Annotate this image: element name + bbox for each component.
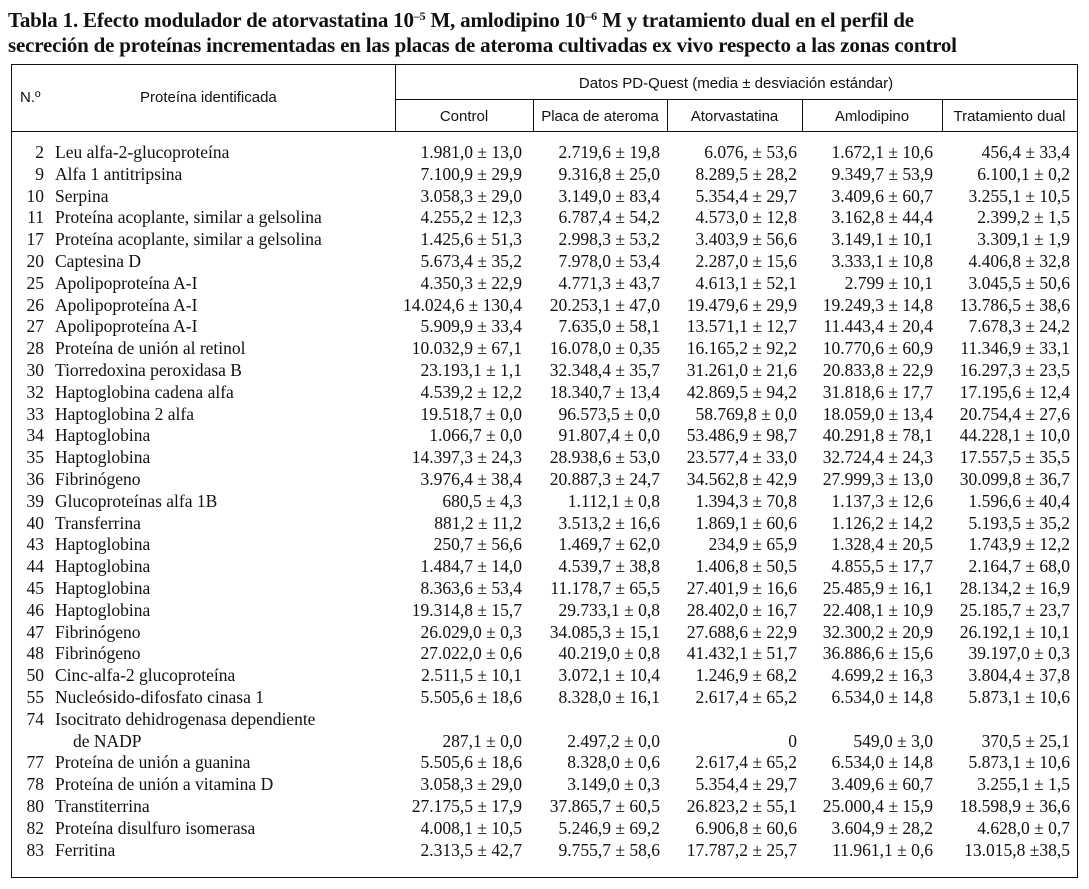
row-value: 4.699,2 ± 16,3 [831,665,933,686]
table-row [12,295,1077,317]
row-protein-name: Transtiterrina [55,795,150,816]
row-number: 10 [26,185,44,206]
table-row [12,404,1077,426]
row-number: 36 [26,468,44,489]
row-value: 1.394,3 ± 70,8 [695,490,797,511]
row-number: 83 [26,839,44,860]
row-value: 1.869,1 ± 60,6 [695,512,797,533]
row-value: 8.363,6 ± 53,4 [420,577,522,598]
row-value: 34.562,8 ± 42,9 [686,468,797,489]
row-protein-name: Apolipoproteína A-I [55,294,198,315]
row-protein-name: Proteína de unión al retinol [55,338,246,359]
row-value: 2.719,6 ± 19,8 [558,142,660,162]
row-value: 3.333,1 ± 10,8 [831,250,933,271]
row-value: 19.314,8 ± 15,7 [411,599,522,620]
table-row [12,774,1077,796]
row-value: 25.185,7 ± 23,7 [959,599,1070,620]
row-protein-name: Haptoglobina cadena alfa [55,381,234,402]
table-row [12,578,1077,600]
row-protein-name: Haptoglobina 2 alfa [55,403,194,424]
row-value: 7.635,0 ± 58,1 [558,316,660,337]
table-row [12,818,1077,840]
rule-h-header [12,131,1077,132]
table-row [12,796,1077,818]
row-number: 50 [26,665,44,686]
table-row [12,229,1077,251]
table-row [12,273,1077,295]
table-row [12,687,1077,709]
row-value: 1.484,7 ± 14,0 [420,556,522,577]
row-value: 13.015,8 ±38,5 [964,839,1070,860]
row-number: 46 [26,599,44,620]
row-protein-name: Proteína de unión a vitamina D [55,774,274,795]
row-value: 2.287,0 ± 15,6 [695,250,797,271]
row-value: 9.349,7 ± 53,9 [831,163,933,184]
row-value: 3.072,1 ± 10,4 [558,665,660,686]
row-value: 42.869,5 ± 94,2 [686,381,797,402]
row-value: 5.193,5 ± 35,2 [968,512,1070,533]
row-value: 3.058,3 ± 29,0 [420,185,522,206]
row-value: 370,5 ± 25,1 [981,730,1070,751]
row-value: 1.425,6 ± 51,3 [420,229,522,250]
row-value: 25.485,9 ± 16,1 [822,577,933,598]
row-value: 26.029,0 ± 0,3 [420,621,522,642]
row-value: 3.045,5 ± 50,6 [968,272,1070,293]
row-value: 8.328,0 ± 16,1 [558,686,660,707]
row-value: 1.126,2 ± 14,2 [831,512,933,533]
row-value: 18.598,9 ± 36,6 [959,795,1070,816]
row-protein-name: Serpina [55,185,109,206]
row-value: 3.513,2 ± 16,6 [558,512,660,533]
table-row [12,491,1077,513]
table-body [12,142,1077,861]
row-protein-name: Ferritina [55,839,116,860]
row-value: 10.770,6 ± 60,9 [822,338,933,359]
row-value: 8.289,5 ± 28,2 [695,163,797,184]
row-number: 39 [26,490,44,511]
row-value: 7.978,0 ± 53,4 [558,250,660,271]
row-value: 37.865,7 ± 60,5 [549,795,660,816]
row-number: 28 [26,338,44,359]
table-title [8,8,1083,58]
header-col-control: Control [439,108,489,125]
row-protein-name: Apolipoproteína A-I [55,316,198,337]
row-value: 28.134,2 ± 16,9 [959,577,1070,598]
row-value: 1.596,6 ± 40,4 [968,490,1070,511]
row-value: 2.617,4 ± 65,2 [695,752,797,773]
row-number: 40 [26,512,44,533]
row-number: 78 [26,774,44,795]
row-number: 74 [26,708,44,729]
row-value: 7.100,9 ± 29,9 [420,163,522,184]
row-protein-name: Haptoglobina [55,599,151,620]
row-value: 3.804,4 ± 37,8 [968,665,1070,686]
row-number: 47 [26,621,44,642]
row-value: 1.406,8 ± 50,5 [695,556,797,577]
row-value: 5.505,6 ± 18,6 [420,752,522,773]
table-row [12,622,1077,644]
header-col-amlodipino: Amlodipino [834,108,910,125]
row-value: 1.137,3 ± 12,6 [831,490,933,511]
row-value: 9.755,7 ± 58,6 [558,839,660,860]
row-number: 2 [35,142,44,162]
table-row [12,643,1077,665]
title-line-2: secreción de proteínas incrementadas en las placas de ateroma cultivadas ex vivo respecto a las zonas control [8,33,957,57]
row-value: 4.771,3 ± 43,7 [558,272,660,293]
row-value: 4.008,1 ± 10,5 [420,817,522,838]
row-value: 23.193,1 ± 1,1 [420,359,522,380]
row-number: 45 [26,577,44,598]
row-value: 31.261,0 ± 21,6 [686,359,797,380]
row-value: 2.164,7 ± 68,0 [968,556,1070,577]
row-value: 2.399,2 ± 1,5 [977,207,1070,228]
row-value: 1.112,1 ± 0,8 [567,490,660,511]
row-value: 58.769,8 ± 0,0 [695,403,797,424]
row-value: 96.573,5 ± 0,0 [558,403,660,424]
row-value: 29.733,1 ± 0,8 [558,599,660,620]
row-value: 4.539,2 ± 12,2 [420,381,522,402]
row-value: 4.539,7 ± 38,8 [558,556,660,577]
row-protein-name: Haptoglobina [55,447,151,468]
table-row [12,469,1077,491]
row-value: 4.350,3 ± 22,9 [420,272,522,293]
row-value: 18.059,0 ± 13,4 [822,403,933,424]
row-value: 6.076, ± 53,6 [704,142,797,162]
table-row [12,142,1077,164]
row-protein-name: Captesina D [55,250,142,271]
table-row [12,382,1077,404]
row-protein-name: Haptoglobina [55,556,151,577]
row-value: 250,7 ± 56,6 [433,534,522,555]
table-row [12,316,1077,338]
row-protein-name: Isocitrato dehidrogenasa dependiente [55,708,316,729]
row-value: 18.340,7 ± 13,4 [549,381,660,402]
title-exponent-1: –5 [413,9,426,23]
row-value: 1.743,9 ± 12,2 [968,534,1070,555]
row-protein-name: Fibrinógeno [55,643,141,664]
row-value: 16.165,2 ± 92,2 [686,338,797,359]
row-value: 456,4 ± 33,4 [981,142,1070,162]
row-value: 4.406,8 ± 32,8 [968,250,1070,271]
row-value: 5.354,4 ± 29,7 [695,185,797,206]
row-value: 26.823,2 ± 55,1 [686,795,797,816]
row-value: 8.328,0 ± 0,6 [567,752,660,773]
row-value: 10.032,9 ± 67,1 [411,338,522,359]
row-value: 1.066,7 ± 0,0 [429,425,522,446]
table-row [12,186,1077,208]
rule-h-group [395,99,1077,100]
row-value: 91.807,4 ± 0,0 [558,425,660,446]
row-protein-name: Proteína acoplante, similar a gelsolina [55,229,322,250]
row-protein-name: Haptoglobina [55,577,151,598]
row-value: 26.192,1 ± 10,1 [959,621,1070,642]
table-row [12,840,1077,862]
row-value: 28.938,6 ± 53,0 [549,447,660,468]
row-protein-name: Cinc-alfa-2 glucoproteína [55,665,236,686]
row-value: 20.253,1 ± 47,0 [549,294,660,315]
row-value: 549,0 ± 3,0 [853,730,933,751]
row-value: 16.297,3 ± 23,5 [959,359,1070,380]
row-value: 1.469,7 ± 62,0 [558,534,660,555]
row-value: 5.354,4 ± 29,7 [695,774,797,795]
row-value: 5.873,1 ± 10,6 [968,752,1070,773]
row-protein-name: Haptoglobina [55,534,151,555]
row-protein-name: Transferrina [55,512,141,533]
row-value: 27.022,0 ± 0,6 [420,643,522,664]
row-number: 9 [35,163,44,184]
row-value: 27.688,6 ± 22,9 [686,621,797,642]
table-row [12,665,1077,687]
row-value: 19.479,6 ± 29,9 [686,294,797,315]
row-value: 1.246,9 ± 68,2 [695,665,797,686]
table-row [12,752,1077,774]
row-value: 25.000,4 ± 15,9 [822,795,933,816]
row-value: 4.628,0 ± 0,7 [977,817,1070,838]
row-value: 2.497,2 ± 0,0 [567,730,660,751]
row-value: 22.408,1 ± 10,9 [822,599,933,620]
row-protein-name: Alfa 1 antitripsina [55,163,183,184]
row-value: 2.799 ± 10,1 [844,272,933,293]
row-number: 48 [26,643,44,664]
row-value: 5.246,9 ± 69,2 [558,817,660,838]
row-protein-name: Proteína de unión a guanina [55,752,251,773]
row-value: 7.678,3 ± 24,2 [968,316,1070,337]
row-value: 41.432,1 ± 51,7 [686,643,797,664]
title-line-1: Tabla 1. Efecto modulador de atorvastatina $10^{-5}$ M, amlodipino $10^{-6}$ M y tratamiento dual en el perfil de [8,8,914,32]
row-value: 0 [788,730,797,751]
table-row [12,338,1077,360]
row-value: 1.981,0 ± 13,0 [420,142,522,162]
row-protein-name: Nucleósido-difosfato cinasa 1 [55,686,264,707]
row-value: 3.976,4 ± 38,4 [420,468,522,489]
row-value: 44.228,1 ± 10,0 [959,425,1070,446]
row-number: 25 [26,272,44,293]
table-row [12,513,1077,535]
table-row [12,556,1077,578]
row-value: 20.754,4 ± 27,6 [959,403,1070,424]
row-value: 11.178,7 ± 65,5 [550,577,660,598]
header-group: Datos PD-Quest (media ± desviación estándar) [578,75,894,92]
row-value: 6.906,8 ± 60,6 [695,817,797,838]
row-number: 35 [26,447,44,468]
row-protein-name: Tiorredoxina peroxidasa B [55,359,242,380]
row-value: 40.291,8 ± 78,1 [822,425,933,446]
row-number: 26 [26,294,44,315]
row-number: 32 [26,381,44,402]
row-number: 27 [26,316,44,337]
row-value: 680,5 ± 4,3 [442,490,522,511]
row-value: 14.024,6 ± 130,4 [403,294,522,315]
row-value: 287,1 ± 0,0 [442,730,522,751]
row-protein-name: Apolipoproteína A-I [55,272,198,293]
row-value: 17.557,5 ± 35,5 [959,447,1070,468]
row-value: 3.149,0 ± 83,4 [558,185,660,206]
row-value: 3.162,8 ± 44,4 [831,207,933,228]
row-value: 3.409,6 ± 60,7 [831,185,933,206]
table-row [12,534,1077,556]
row-value: 4.613,1 ± 52,1 [695,272,797,293]
row-protein-name: Haptoglobina [55,425,151,446]
row-value: 3.058,3 ± 29,0 [420,774,522,795]
table-row [12,447,1077,469]
row-value: 881,2 ± 11,2 [434,512,522,533]
row-value: 3.149,0 ± 0,3 [567,774,660,795]
row-value: 36.886,6 ± 15,6 [822,643,933,664]
row-value: 2.313,5 ± 42,7 [420,839,522,860]
row-value: 19.518,7 ± 0,0 [420,403,522,424]
table-row [12,164,1077,186]
row-value: 5.873,1 ± 10,6 [968,686,1070,707]
row-value: 32.348,4 ± 35,7 [549,359,660,380]
row-value: 6.534,0 ± 14,8 [831,752,933,773]
row-value: 9.316,8 ± 25,0 [558,163,660,184]
table-row [12,425,1077,447]
row-value: 28.402,0 ± 16,7 [686,599,797,620]
row-value: 34.085,3 ± 15,1 [549,621,660,642]
row-value: 23.577,4 ± 33,0 [686,447,797,468]
row-value: 1.672,1 ± 10,6 [831,142,933,162]
row-number: 77 [26,752,44,773]
row-value: 17.195,6 ± 12,4 [959,381,1070,402]
row-value: 3.255,1 ± 10,5 [968,185,1070,206]
table-row [12,207,1077,229]
row-value: 5.505,6 ± 18,6 [420,686,522,707]
row-value: 16.078,0 ± 0,35 [549,338,660,359]
row-value: 3.255,1 ± 1,5 [977,774,1070,795]
header-number: N.º [20,89,41,106]
row-value: 30.099,8 ± 36,7 [959,468,1070,489]
row-number: 33 [26,403,44,424]
row-number: 34 [26,425,44,446]
row-number: 44 [26,556,44,577]
row-protein-name-cont: de NADP [73,730,142,751]
row-value: 19.249,3 ± 14,8 [822,294,933,315]
row-value: 3.309,1 ± 1,9 [977,229,1070,250]
row-value: 13.571,1 ± 12,7 [686,316,797,337]
row-number: 20 [26,250,44,271]
row-value: 3.149,1 ± 10,1 [831,229,933,250]
header-col-placa: Placa de ateroma [541,108,659,125]
header-col-dual: Tratamiento dual [953,108,1066,125]
row-value: 4.855,5 ± 17,7 [831,556,933,577]
row-value: 31.818,6 ± 17,7 [822,381,933,402]
table-row [12,709,1077,753]
row-value: 234,9 ± 65,9 [708,534,797,555]
row-number: 43 [26,534,44,555]
row-value: 1.328,4 ± 20,5 [831,534,933,555]
row-value: 3.403,9 ± 56,6 [695,229,797,250]
row-value: 2.511,5 ± 10,1 [421,665,522,686]
row-protein-name: Leu alfa-2-glucoproteína [55,142,230,162]
row-protein-name: Glucoproteínas alfa 1B [55,490,218,511]
row-value: 11.443,4 ± 20,4 [823,316,933,337]
row-value: 14.397,3 ± 24,3 [411,447,522,468]
row-value: 39.197,0 ± 0,3 [968,643,1070,664]
row-value: 27.999,3 ± 13,0 [822,468,933,489]
row-value: 11.961,1 ± 0,6 [832,839,933,860]
row-value: 32.724,4 ± 24,3 [822,447,933,468]
row-value: 6.534,0 ± 14,8 [831,686,933,707]
row-value: 4.573,0 ± 12,8 [695,207,797,228]
row-value: 27.401,9 ± 16,6 [686,577,797,598]
row-value: 6.100,1 ± 0,2 [977,163,1070,184]
row-value: 5.673,4 ± 35,2 [420,250,522,271]
table-row [12,600,1077,622]
row-number: 82 [26,817,44,838]
row-value: 3.604,9 ± 28,2 [831,817,933,838]
row-value: 3.409,6 ± 60,7 [831,774,933,795]
row-value: 17.787,2 ± 25,7 [686,839,797,860]
row-value: 27.175,5 ± 17,9 [411,795,522,816]
row-value: 2.998,3 ± 53,2 [558,229,660,250]
row-number: 80 [26,795,44,816]
row-value: 13.786,5 ± 38,6 [959,294,1070,315]
table-row [12,360,1077,382]
row-value: 53.486,9 ± 98,7 [686,425,797,446]
row-number: 55 [26,686,44,707]
row-protein-name: Proteína disulfuro isomerasa [55,817,256,838]
row-value: 4.255,2 ± 12,3 [420,207,522,228]
row-value: 6.787,4 ± 54,2 [558,207,660,228]
row-number: 30 [26,359,44,380]
row-number: 17 [26,229,44,250]
row-number: 11 [27,207,44,228]
row-value: 2.617,4 ± 65,2 [695,686,797,707]
row-protein-name: Proteína acoplante, similar a gelsolina [55,207,322,228]
header-col-atorvastatina: Atorvastatina [690,108,779,125]
header-protein: Proteína identificada [140,89,277,106]
row-protein-name: Fibrinógeno [55,468,141,489]
row-protein-name: Fibrinógeno [55,621,141,642]
table-row [12,251,1077,273]
row-value: 20.833,8 ± 22,9 [822,359,933,380]
data-table [11,64,1078,878]
row-value: 32.300,2 ± 20,9 [822,621,933,642]
row-value: 20.887,3 ± 24,7 [549,468,660,489]
row-value: 5.909,9 ± 33,4 [420,316,522,337]
row-value: 40.219,0 ± 0,8 [558,643,660,664]
title-exponent-2: –6 [585,9,597,23]
row-value: 11.346,9 ± 33,1 [960,338,1070,359]
